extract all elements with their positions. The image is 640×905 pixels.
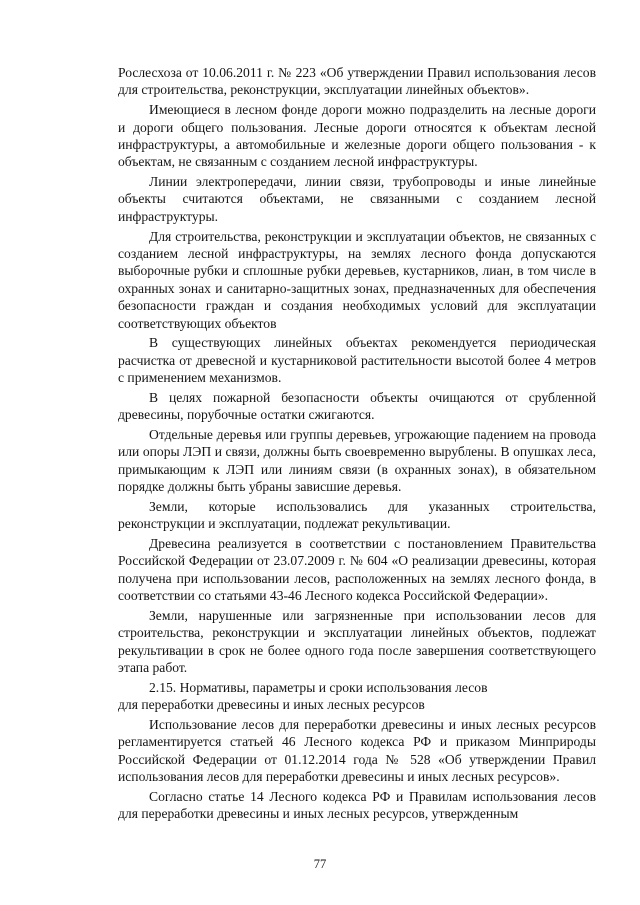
paragraph-continuation: Рослесхоза от 10.06.2011 г. № 223 «Об утверждении Правил использования лесов для строительства, реконструкции, эксплуатации линейных объектов». — [118, 65, 596, 98]
section-heading-line1: 2.15. Нормативы, параметры и сроки использования лесов — [149, 679, 488, 695]
paragraph-linear-objects: Линии электропередачи, линии связи, трубопроводы и иные линейные объекты считаются объектами, не связанными с созданием лесной инфраструктуры. — [118, 174, 596, 224]
paragraph-hazard-trees: Отдельные деревья или группы деревьев, угрожающие падением на провода или опоры ЛЭП и связи, должны быть своевременно вырублены. В опушках леса, примыкающим к ЛЭП или линиям связи (в охранных зонах), в обязательном порядке должны быть убраны зависшие деревья. — [118, 426, 596, 495]
page-number: 77 — [313, 857, 327, 871]
paragraph-disturbed-lands: Земли, нарушенные или загрязненные при использовании лесов для строительства, реконструкции и эксплуатации линейных объектов, подлежат рекультивации в срок не более одного года после завершения соответствующего этапа работ. — [118, 607, 596, 676]
paragraph-fire-safety: В целях пожарной безопасности объекты очищаются от срубленной древесины, порубочные остатки сжигаются. — [118, 389, 596, 423]
paragraph-recultivation: Земли, которые использовались для указанных строительства, реконструкции и эксплуатации, подлежат рекультивации. — [118, 498, 596, 532]
paragraph-timber-sale: Древесина реализуется в соответствии с постановлением Правительства Российской Федерации от 23.07.2009 г. № 604 «О реализации древесины, которая получена при использовании лесов, расположенных на землях лесного фонда, в соответствии со статьями 43-46 Лесного кодекса Российской Федерации». — [118, 535, 596, 604]
paragraph-periodic-clearing: В существующих линейных объектах рекомендуется периодическая расчистка от древесной и кустарниковой растительности высотой более 4 метров с применением механизмов. — [118, 335, 596, 386]
paragraph-forest-roads: Имеющиеся в лесном фонде дороги можно подразделить на лесные дороги и дороги общего пользования. Лесные дороги относятся к объектам лесной инфраструктуры, а автомобильные и железные дороги общего пользования - к объектам, не связанным с созданием лесной инфраструктуры. — [118, 102, 596, 170]
paragraph-clearcuts: Для строительства, реконструкции и эксплуатации объектов, не связанных с созданием лесной инфраструктуры, на землях лесного фонда допускаются выборочные рубки и сплошные рубки деревьев, кустарников, лиан, в том числе в охранных зонах и санитарно-защитных зонах, предназначенных для обеспечения безопасности граждан и создания необходимых условий для эксплуатации соответствующих объектов — [118, 228, 596, 331]
paragraph-wood-processing: Использование лесов для переработки древесины и иных лесных ресурсов регламентируется статьей 46 Лесного кодекса РФ и приказом Минприроды Российской Федерации от 01.12.2014 года № 528 «Об утверждении Правил использования лесов для переработки древесины и иных лесных ресурсов». — [118, 716, 596, 785]
paragraph-article-14: Согласно статье 14 Лесного кодекса РФ и Правилам использования лесов для переработки древесины и иных лесных ресурсов, утвержденным — [118, 788, 596, 822]
document-page — [118, 64, 596, 825]
section-heading-line2: для переработки древесины и иных лесных ресурсов — [118, 697, 425, 713]
